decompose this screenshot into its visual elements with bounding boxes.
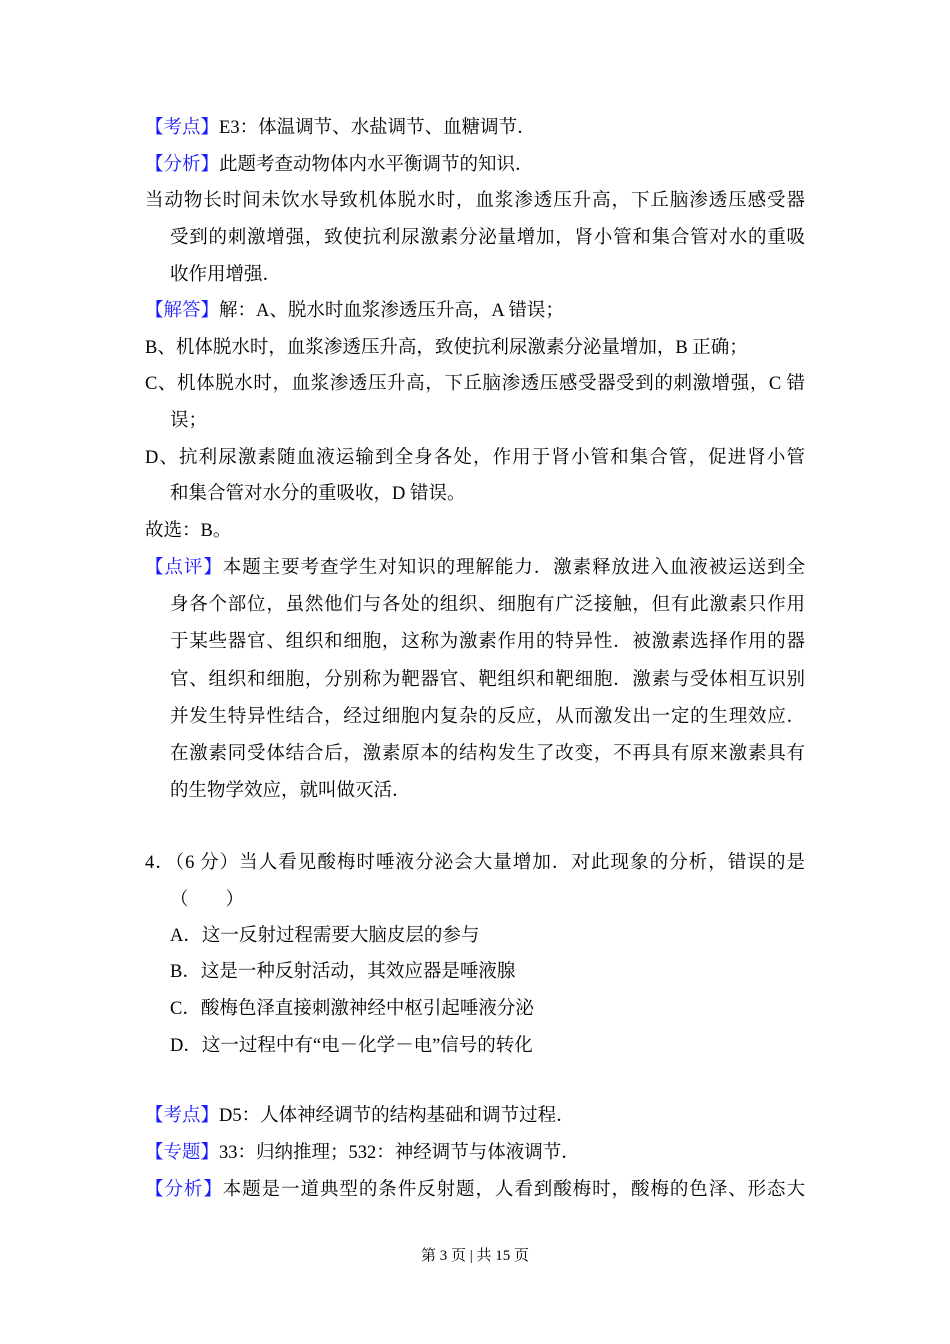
fenxi-tag: 【分析】: [145, 1180, 223, 1200]
answer-line: B、机体脱水时，血浆渗透压升高，致使抗利尿激素分泌量增加，B 正确；: [145, 338, 748, 358]
kaodian-tag: 【考点】: [145, 118, 220, 138]
fenxi-tag: 【分析】: [145, 155, 220, 175]
answer-line: 和集合管对水分的重吸收，D 错误。: [170, 484, 466, 504]
comment-line: 的生物学效应，就叫做灭活．: [170, 781, 411, 801]
zhuanti-tag: 【专题】: [145, 1143, 220, 1163]
q4-fenxi-line: [145, 1178, 805, 1202]
answer-line: D、抗利尿激素随血液运输到全身各处，作用于肾小管和集合管，促进肾小管: [145, 448, 805, 468]
kaodian-text: E3：体温调节、水盐调节、血糖调节．: [219, 118, 536, 138]
comment-line: 官、组织和细胞，分别称为靶器官、靶组织和靶细胞．激素与受体相互识别: [170, 670, 805, 690]
dianping-text: 本题主要考查学生对知识的理解能力．激素释放进入血液被运送到全: [222, 558, 805, 578]
jieda-tag: 【解答】: [145, 301, 220, 321]
analysis-line: 受到的刺激增强，致使抗利尿激素分泌量增加，肾小管和集合管对水的重吸: [170, 228, 805, 248]
answer-line: C、机体脱水时，血浆渗透压升高，下丘脑渗透压感受器受到的刺激增强，C 错: [145, 374, 805, 394]
question-stem: 4．（6 分）当人看见酸梅时唾液分泌会大量增加．对此现象的分析，错误的是: [145, 853, 805, 873]
jieda-line: [145, 299, 805, 323]
dianping-tag: 【点评】: [145, 558, 223, 578]
analysis-line: 收作用增强．: [170, 265, 282, 285]
option-b: B．这是一种反射活动，其效应器是唾液腺: [170, 962, 516, 982]
answer-line: 误；: [170, 411, 208, 431]
jieda-text: 解：A、脱水时血浆渗透压升高，A 错误；: [219, 301, 564, 321]
kaodian-tag: 【考点】: [145, 1106, 220, 1126]
fenxi-line: [145, 153, 805, 177]
option-a: A．这一反射过程需要大脑皮层的参与: [170, 926, 480, 946]
answer-choice-line: 故选：B。: [145, 521, 232, 541]
question-blank: （ ）: [170, 890, 245, 910]
fenxi-text: 本题是一道典型的条件反射题，人看到酸梅时，酸梅的色泽、形态大: [222, 1180, 805, 1200]
page-footer: 第 3 页 | 共 15 页: [420, 1248, 529, 1264]
option-d: D．这一过程中有“电－化学－电”信号的转化: [170, 1036, 533, 1056]
comment-line: 于某些器官、组织和细胞，这称为激素作用的特异性．被激素选择作用的器: [170, 632, 805, 652]
kaodian-line: [145, 116, 805, 140]
q4-zhuanti-line: [145, 1141, 805, 1165]
comment-line: 身各个部位，虽然他们与各处的组织、细胞有广泛接触，但有此激素只作用: [170, 595, 805, 615]
zhuanti-text: 33：归纳推理；532：神经调节与体液调节．: [219, 1143, 580, 1163]
comment-line: 在激素同受体结合后，激素原本的结构发生了改变，不再具有原来激素具有: [170, 744, 805, 764]
q4-kaodian-line: [145, 1104, 805, 1128]
analysis-line: 当动物长时间未饮水导致机体脱水时，血浆渗透压升高，下丘脑渗透压感受器: [145, 191, 805, 211]
fenxi-text: 此题考查动物体内水平衡调节的知识．: [219, 155, 534, 175]
kaodian-text: D5：人体神经调节的结构基础和调节过程．: [219, 1106, 575, 1126]
comment-line: 并发生特异性结合，经过细胞内复杂的反应，从而激发出一定的生理效应．: [170, 707, 805, 727]
dianping-line: [145, 556, 805, 580]
option-c: C．酸梅色泽直接刺激神经中枢引起唾液分泌: [170, 999, 534, 1019]
